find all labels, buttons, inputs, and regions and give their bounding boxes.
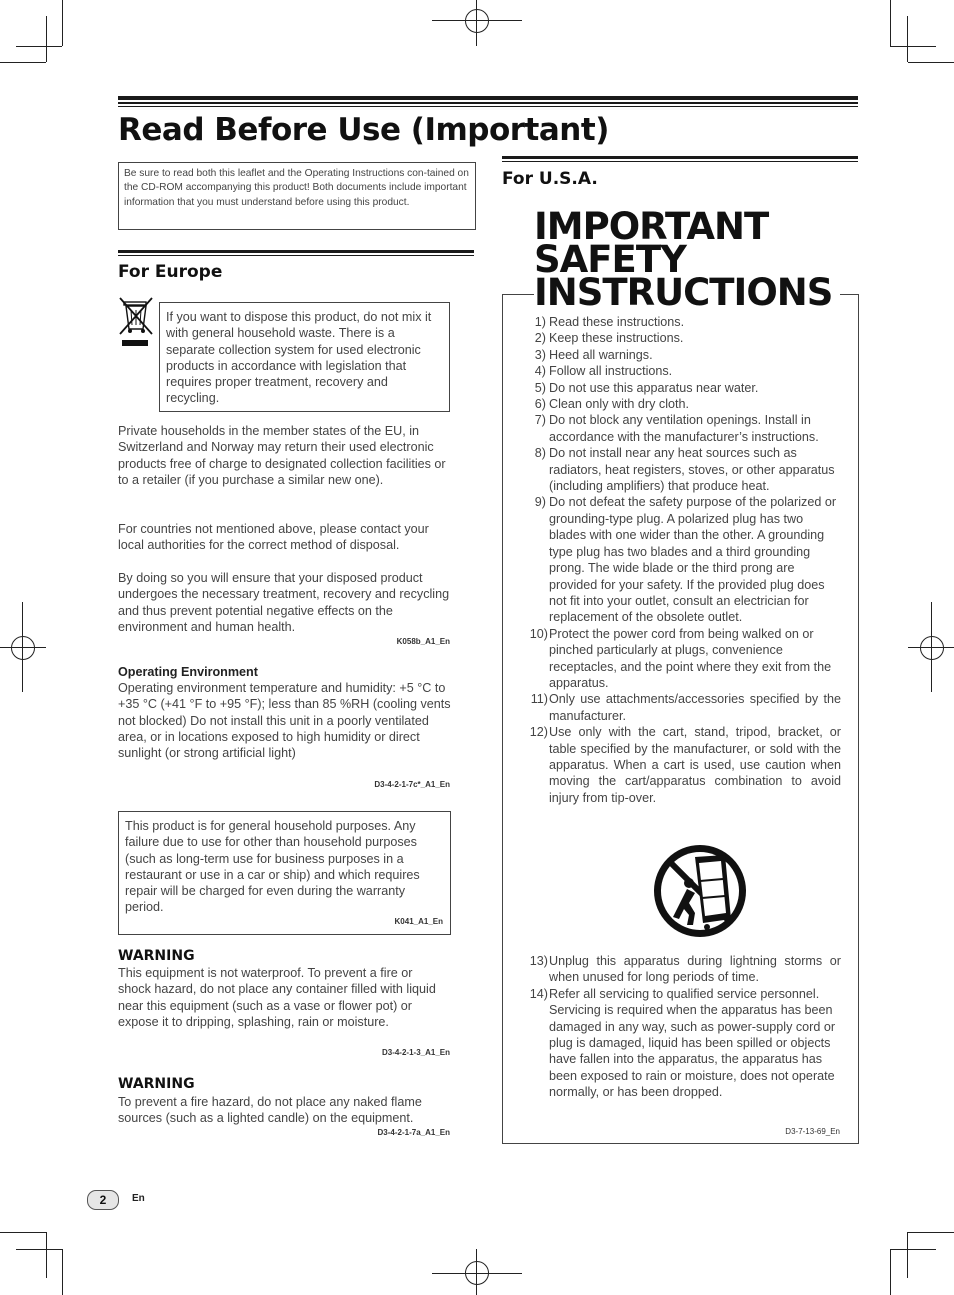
page-title: Read Before Use (Important)	[118, 112, 609, 148]
crop-mark	[62, 1249, 63, 1295]
doc-code: K058b_A1_En	[396, 637, 450, 646]
crop-mark	[16, 1249, 62, 1250]
safety-item: 8) Do not install near any heat sources such as radiators, heat registers, stoves, or other apparatus (including amplifiers) that produce heat.	[534, 446, 835, 494]
safety-item: 6) Clean only with dry cloth.	[534, 397, 689, 412]
title-rule	[118, 96, 858, 100]
crop-mark	[0, 1232, 46, 1233]
doc-code: D3-4-2-1-7c*_A1_En	[374, 780, 450, 789]
europe-heading: For Europe	[118, 262, 223, 282]
europe-paragraph-3: By doing so you will ensure that your disposed product undergoes the necessary treatment, recovery and recycling and thus prevent potential negative effects on the environment and human health.	[118, 571, 450, 634]
important-safety-instructions-heading	[534, 205, 840, 314]
europe-paragraph-1: Private households in the member states of the EU, in Switzerland and Norway may return their used electronic products free of charge to designated collection facilities or to a retailer (if you purchase a similar new one).	[118, 424, 446, 487]
safety-item: 9) Do not defeat the safety purpose of the polarized or grounding-type plug. A polarized plug has two blades with one wider than the other. A grounding type plug has two blades and a third grounding prong. The wide blade or the third prong are provided for your safety. If the provided plug does not fit into your outlet, consult an electrician for replacement of the obsolete outlet.	[534, 495, 837, 625]
crossed-wheelie-bin-icon	[118, 296, 154, 348]
europe-rule	[118, 255, 474, 256]
crop-mark	[890, 0, 891, 46]
safety-item: 11) Only use attachments/accessories specified by the manufacturer.	[530, 692, 841, 723]
registration-circle	[11, 636, 35, 660]
intro-box: Be sure to read both this leaflet and the Operating Instructions con-tained on the CD-ROM accompanying this product! Both documents include important information that you must understand before using this product.	[118, 162, 476, 230]
warning-heading: WARNING	[118, 1076, 195, 1092]
registration-circle	[465, 9, 489, 33]
crop-mark	[0, 62, 46, 63]
crop-mark	[16, 46, 62, 47]
doc-code: D3-7-13-69_En	[785, 1127, 840, 1136]
warning-text: To prevent a fire hazard, do not place any naked flame sources (such as a lighted candle) on the equipment.	[118, 1095, 422, 1126]
usa-rule	[502, 156, 858, 159]
crop-mark	[62, 0, 63, 46]
safety-item: 5) Do not use this apparatus near water.	[534, 380, 759, 395]
operating-environment-text: Operating environment temperature and humidity: +5 °C to +35 °C (+41 °F to +95 °F); less than 85 %RH (cooling vents not blocked) Do not install this unit in a poorly ventilated area, or in locations exposed to high humidity or direct sunlight (or strong artificial light)	[118, 681, 451, 761]
warning-text: This equipment is not waterproof. To prevent a fire or shock hazard, do not place any container filled with liquid near this equipment (such as a vase or flower pot) or expose it to dripping, splashing, rain or moisture.	[118, 966, 436, 1029]
crop-mark	[907, 16, 908, 62]
title-rule	[118, 102, 858, 104]
safety-item: 3) Heed all warnings.	[534, 347, 653, 362]
europe-paragraph-2: For countries not mentioned above, please contact your local authorities for the correct method of disposal.	[118, 522, 429, 553]
disposal-notice-box	[159, 302, 450, 412]
europe-rule	[118, 250, 474, 253]
safety-item: 12) Use only with the cart, stand, tripod, bracket, or table specified by the manufacturer, or sold with the apparatus. When a cart is used, use caution when moving the cart/apparatus combination to avoid injury from tip-over.	[529, 725, 841, 805]
safety-list-part-1	[528, 314, 841, 806]
crop-mark	[908, 1232, 954, 1233]
household-notice-box	[118, 811, 451, 935]
heading-line: IMPORTANT	[534, 205, 769, 248]
crop-mark	[46, 16, 47, 62]
usa-rule	[502, 161, 858, 162]
household-notice-text: This product is for general household purposes. Any failure due to use for other than household purposes (such as long-term use for business purposes in a restaurant or use in a car or ship) and which requires repair will be charged for even during the warranty period.	[125, 819, 420, 915]
cart-tip-over-warning-icon	[651, 843, 749, 939]
doc-code: D3-4-2-1-3_A1_En	[381, 1048, 450, 1057]
language-code: En	[132, 1193, 145, 1204]
page-number: 2	[87, 1190, 119, 1210]
registration-circle	[465, 1261, 489, 1285]
disposal-notice-text: If you want to dispose this product, do not mix it with general household waste. There is a separate collection system for used electronic products in accordance with legislation that requires proper treatment, recovery and recycling.	[166, 310, 432, 406]
crop-mark	[908, 62, 954, 63]
heading-line: SAFETY	[534, 238, 686, 281]
safety-list-part-2	[528, 953, 841, 1101]
usa-heading: For U.S.A.	[502, 169, 598, 189]
crop-mark	[46, 1232, 47, 1278]
heading-line: INSTRUCTIONS	[534, 271, 833, 314]
crop-mark	[890, 1249, 891, 1295]
operating-environment-title: Operating Environment	[118, 665, 258, 679]
doc-code: D3-4-2-1-7a_A1_En	[377, 1128, 450, 1137]
crop-mark	[890, 46, 936, 47]
safety-item: 7) Do not block any ventilation openings. Install in accordance with the manufacturer’s instructions.	[534, 413, 819, 444]
safety-item: 13) Unplug this apparatus during lightning storms or when unused for long periods of time.	[529, 954, 841, 985]
crop-mark	[907, 1232, 908, 1278]
registration-circle	[920, 636, 944, 660]
doc-code: K041_A1_En	[394, 917, 443, 926]
safety-item: 2) Keep these instructions.	[534, 331, 684, 346]
safety-item: 10) Protect the power cord from being walked on or pinched particularly at plugs, convenience receptacles, and the point where they exit from the apparatus.	[529, 626, 832, 690]
warning-heading: WARNING	[118, 948, 195, 964]
safety-item: 4) Follow all instructions.	[534, 364, 673, 379]
crop-mark	[890, 1249, 936, 1250]
safety-item: 14) Refer all servicing to qualified service personnel. Servicing is required when the apparatus has been damaged in any way, such as power-supply cord or plug is damaged, liquid has been spilled or objects have fallen into the apparatus, the apparatus has been exposed to rain or moisture, does not operate normally, or has been dropped.	[529, 986, 836, 1100]
title-rule	[118, 106, 858, 107]
safety-item: 1) Read these instructions.	[534, 315, 685, 329]
